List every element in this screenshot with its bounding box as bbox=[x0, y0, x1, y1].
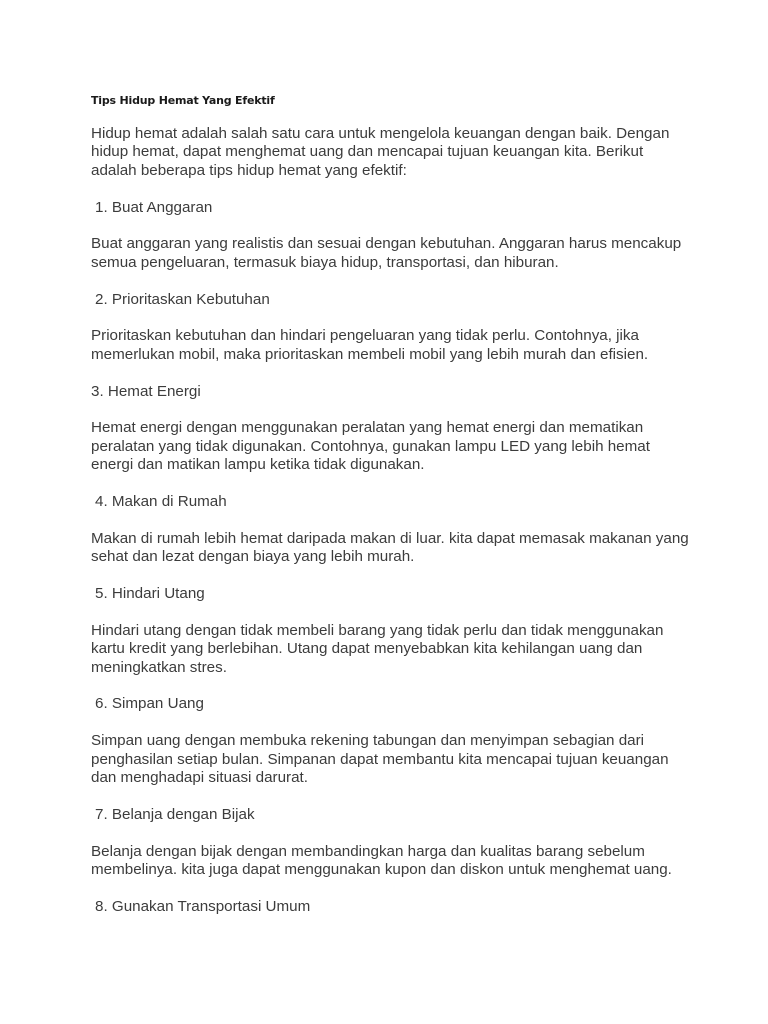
section-heading-5: 5. Hindari Utang bbox=[95, 585, 205, 603]
section-heading-6: 6. Simpan Uang bbox=[95, 695, 204, 713]
section-body-4: Makan di rumah lebih hemat daripada makan di luar. kita dapat memasak makanan yang sehat dan lezat dengan biaya yang lebih murah. bbox=[91, 529, 689, 566]
section-heading-3: 3. Hemat Energi bbox=[91, 382, 201, 400]
section-body-7: Belanja dengan bijak dengan membandingkan harga dan kualitas barang sebelum membelinya. kita juga dapat menggunakan kupon dan diskon untuk menghemat uang. bbox=[91, 842, 672, 879]
section-body-1: Buat anggaran yang realistis dan sesuai dengan kebutuhan. Anggaran harus mencakup semua pengeluaran, termasuk biaya hidup, transportasi, dan hiburan. bbox=[91, 235, 682, 271]
section-body-5: Hindari utang dengan tidak membeli barang yang tidak perlu dan tidak menggunakan kartu kredit yang berlebihan. Utang dapat menyebabkan kita kehilangan uang dan meningkatkan stres. bbox=[91, 621, 664, 676]
section-body-6: Simpan uang dengan membuka rekening tabungan dan menyimpan sebagian dari penghasilan setiap bulan. Simpanan dapat membantu kita mencapai tujuan keuangan dan menghadapi situasi darurat. bbox=[91, 732, 669, 787]
section-body-3: Hemat energi dengan menggunakan peralatan yang hemat energi dan mematikan peralatan yang tidak digunakan. Contohnya, gunakan lampu LED yang lebih hemat energi dan matikan lampu ketika tidak digunakan. bbox=[91, 419, 650, 474]
section-heading-4: 4. Makan di Rumah bbox=[95, 493, 227, 511]
section-heading-7: 7. Belanja dengan Bijak bbox=[95, 805, 255, 823]
section-heading-2: 2. Prioritaskan Kebutuhan bbox=[95, 290, 270, 308]
intro-paragraph: Hidup hemat adalah salah satu cara untuk mengelola keuangan dengan baik. Dengan hidup hemat, dapat menghemat uang dan mencapai tujuan keuangan kita. Berikut adalah beberapa tips hidup hemat yang efektif: bbox=[91, 125, 670, 179]
document-content bbox=[91, 125, 691, 935]
section-heading-8: 8. Gunakan Transportasi Umum bbox=[95, 897, 311, 915]
section-heading-1: 1. Buat Anggaran bbox=[95, 198, 213, 216]
section-body-2: Prioritaskan kebutuhan dan hindari pengeluaran yang tidak perlu. Contohnya, jika memerlukan mobil, maka prioritaskan membeli mobil yang lebih murah dan efisien. bbox=[91, 327, 649, 363]
document-title: Tips Hidup Hemat Yang Efektif bbox=[91, 94, 275, 107]
